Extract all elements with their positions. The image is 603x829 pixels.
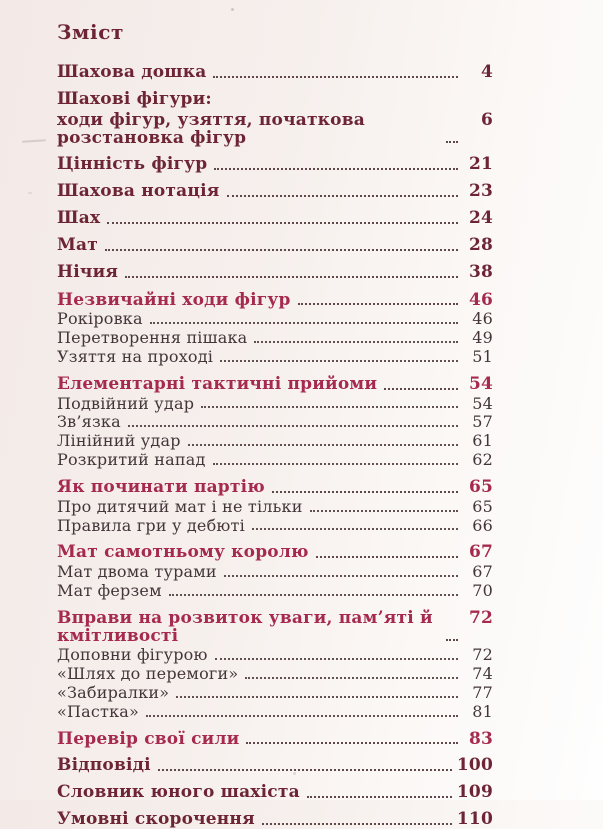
scan-artifact <box>22 139 46 143</box>
page-number: 110 <box>456 809 493 829</box>
dot-leader <box>213 76 458 78</box>
dot-leader <box>254 341 458 343</box>
toc-entry <box>57 433 493 450</box>
toc-entry-label: Незвичайні ходи фігур <box>57 289 291 310</box>
dot-leader <box>307 796 452 798</box>
toc-entry <box>57 515 493 535</box>
toc-entry <box>57 607 493 646</box>
page-number: 72 <box>472 645 493 665</box>
toc-entry <box>57 701 493 721</box>
dot-leader <box>224 575 458 577</box>
page-number: 67 <box>468 542 493 563</box>
toc-entry <box>57 261 493 282</box>
toc-entry <box>57 289 493 310</box>
page-number: 83 <box>468 728 493 749</box>
page-number: 38 <box>468 261 493 282</box>
toc-entry-label: Узяття на проході <box>57 347 214 367</box>
dot-leader <box>252 528 458 530</box>
toc-entry-label: Вправи на розвиток уваги, пам’яті й кмітливості <box>57 607 433 646</box>
toc-entry <box>57 580 493 600</box>
toc-entry-label: Елементарні тактичні прийоми <box>57 373 378 394</box>
toc-entry <box>57 311 493 328</box>
page-number: 109 <box>456 782 493 803</box>
toc-entry <box>57 811 493 829</box>
dot-leader <box>188 444 458 446</box>
toc-entry-label: Шахова дошка <box>57 62 207 82</box>
toc-entry-label: Мат <box>57 234 98 255</box>
toc-entry-label: Перевір свої сили <box>57 728 240 749</box>
page-number: 21 <box>468 154 493 175</box>
toc-entry-label: Про дитячий мат і не тільки <box>57 496 303 516</box>
toc-entry <box>57 666 493 683</box>
dot-leader <box>176 696 458 698</box>
scan-artifact <box>231 8 234 11</box>
dot-leader <box>128 425 458 427</box>
page-number: 6 <box>480 109 493 130</box>
page-number: 66 <box>472 515 493 535</box>
page-number: 65 <box>468 476 493 497</box>
toc-entry <box>57 414 493 431</box>
dot-leader <box>446 141 458 143</box>
page-number: 28 <box>468 234 493 255</box>
table-of-contents <box>57 20 493 829</box>
toc-entry <box>57 393 493 413</box>
toc-entry-label: Мат ферзем <box>57 580 162 600</box>
dot-leader <box>246 742 458 744</box>
page-number: 54 <box>472 393 493 413</box>
toc-entry <box>57 109 493 148</box>
toc-entry-label: Відповіді <box>57 755 151 776</box>
toc-entry-label: Мат двома турами <box>57 562 217 582</box>
toc-entry-label: Шахова нотація <box>57 181 220 202</box>
toc-entry-label: Шахові фігури: <box>57 88 212 109</box>
page-number: 46 <box>468 289 493 310</box>
page-number: 74 <box>472 664 493 684</box>
dot-leader <box>384 388 458 390</box>
toc-entry-label: Рокіровка <box>57 309 143 329</box>
dot-leader <box>316 556 458 558</box>
dot-leader <box>107 222 458 224</box>
toc-entry-label: «Забиралки» <box>57 683 170 703</box>
dot-leader <box>227 195 459 197</box>
dot-leader <box>215 658 458 660</box>
dot-leader <box>214 168 458 170</box>
page-number: 4 <box>480 62 493 82</box>
toc-entry <box>57 183 493 201</box>
toc-entry <box>57 64 493 82</box>
toc-entry <box>57 728 493 749</box>
page-number: 100 <box>456 755 493 776</box>
dot-leader <box>446 639 458 641</box>
page-number: 54 <box>468 373 493 394</box>
toc-entry <box>57 349 493 366</box>
toc-entry <box>57 476 493 497</box>
dot-leader <box>298 303 458 305</box>
toc-entry-label: Шах <box>57 208 101 229</box>
toc-entry-label: Цінність фігур <box>57 154 208 175</box>
toc-entry <box>57 234 493 255</box>
toc-entry <box>57 544 493 562</box>
toc-entry-label: «Шлях до перемоги» <box>57 664 239 684</box>
toc-entry <box>57 210 493 228</box>
toc-entry-label: Зв’язка <box>57 412 121 432</box>
page-number: 24 <box>468 208 493 229</box>
dot-leader <box>125 276 458 278</box>
toc-entry <box>57 156 493 174</box>
dot-leader <box>310 510 458 512</box>
toc-entry-label: Мат самотньому королю <box>57 542 309 563</box>
dot-leader <box>201 406 458 408</box>
toc-entry-label: Доповни фігурою <box>57 645 208 665</box>
dot-leader <box>169 594 458 596</box>
toc-entry <box>57 373 493 394</box>
dot-leader <box>213 463 458 465</box>
toc-list <box>57 64 493 829</box>
toc-entry-label: Словник юного шахіста <box>57 782 300 803</box>
toc-entry <box>57 452 493 469</box>
toc-entry <box>57 564 493 581</box>
page-number: 72 <box>468 607 493 628</box>
page-number: 46 <box>472 309 493 329</box>
toc-entry <box>57 757 493 775</box>
toc-entry-label: Правила гри у дебюті <box>57 515 245 535</box>
dot-leader <box>220 360 458 362</box>
page-title: Зміст <box>57 20 124 44</box>
page-number: 49 <box>472 328 493 348</box>
toc-entry-label: «Пастка» <box>57 701 140 721</box>
toc-entry-label: Нічия <box>57 261 119 282</box>
toc-entry-label: Розкритий напад <box>57 450 206 470</box>
toc-entry <box>57 647 493 664</box>
dot-leader <box>158 769 452 771</box>
toc-entry <box>57 784 493 802</box>
dot-leader <box>146 715 458 717</box>
page-number: 61 <box>472 431 493 451</box>
page-number: 77 <box>472 683 493 703</box>
page-number: 57 <box>472 412 493 432</box>
page-number: 51 <box>472 347 493 367</box>
scan-artifact <box>28 192 32 194</box>
toc-entry <box>57 330 493 347</box>
toc-entry <box>57 496 493 516</box>
dot-leader <box>272 491 458 493</box>
toc-entry-label: Подвійний удар <box>57 393 195 413</box>
page-number: 70 <box>472 580 493 600</box>
page-number: 62 <box>472 450 493 470</box>
page-number: 65 <box>472 496 493 516</box>
page-number: 67 <box>472 562 493 582</box>
dot-leader <box>245 677 458 679</box>
toc-entry-label: Умовні скорочення <box>57 809 255 829</box>
page-number: 81 <box>472 701 493 721</box>
page-number: 23 <box>468 181 493 202</box>
toc-entry <box>57 685 493 702</box>
toc-entry-label: Лінійний удар <box>57 431 181 451</box>
toc-entry-label: Як починати партію <box>57 476 265 497</box>
toc-entry-label: Перетворення пішака <box>57 328 248 348</box>
toc-entry-label: ходи фігур, узяття, початкова розстановка фігур <box>57 109 365 148</box>
dot-leader <box>150 322 458 324</box>
dot-leader <box>105 249 458 251</box>
dot-leader <box>262 823 452 825</box>
